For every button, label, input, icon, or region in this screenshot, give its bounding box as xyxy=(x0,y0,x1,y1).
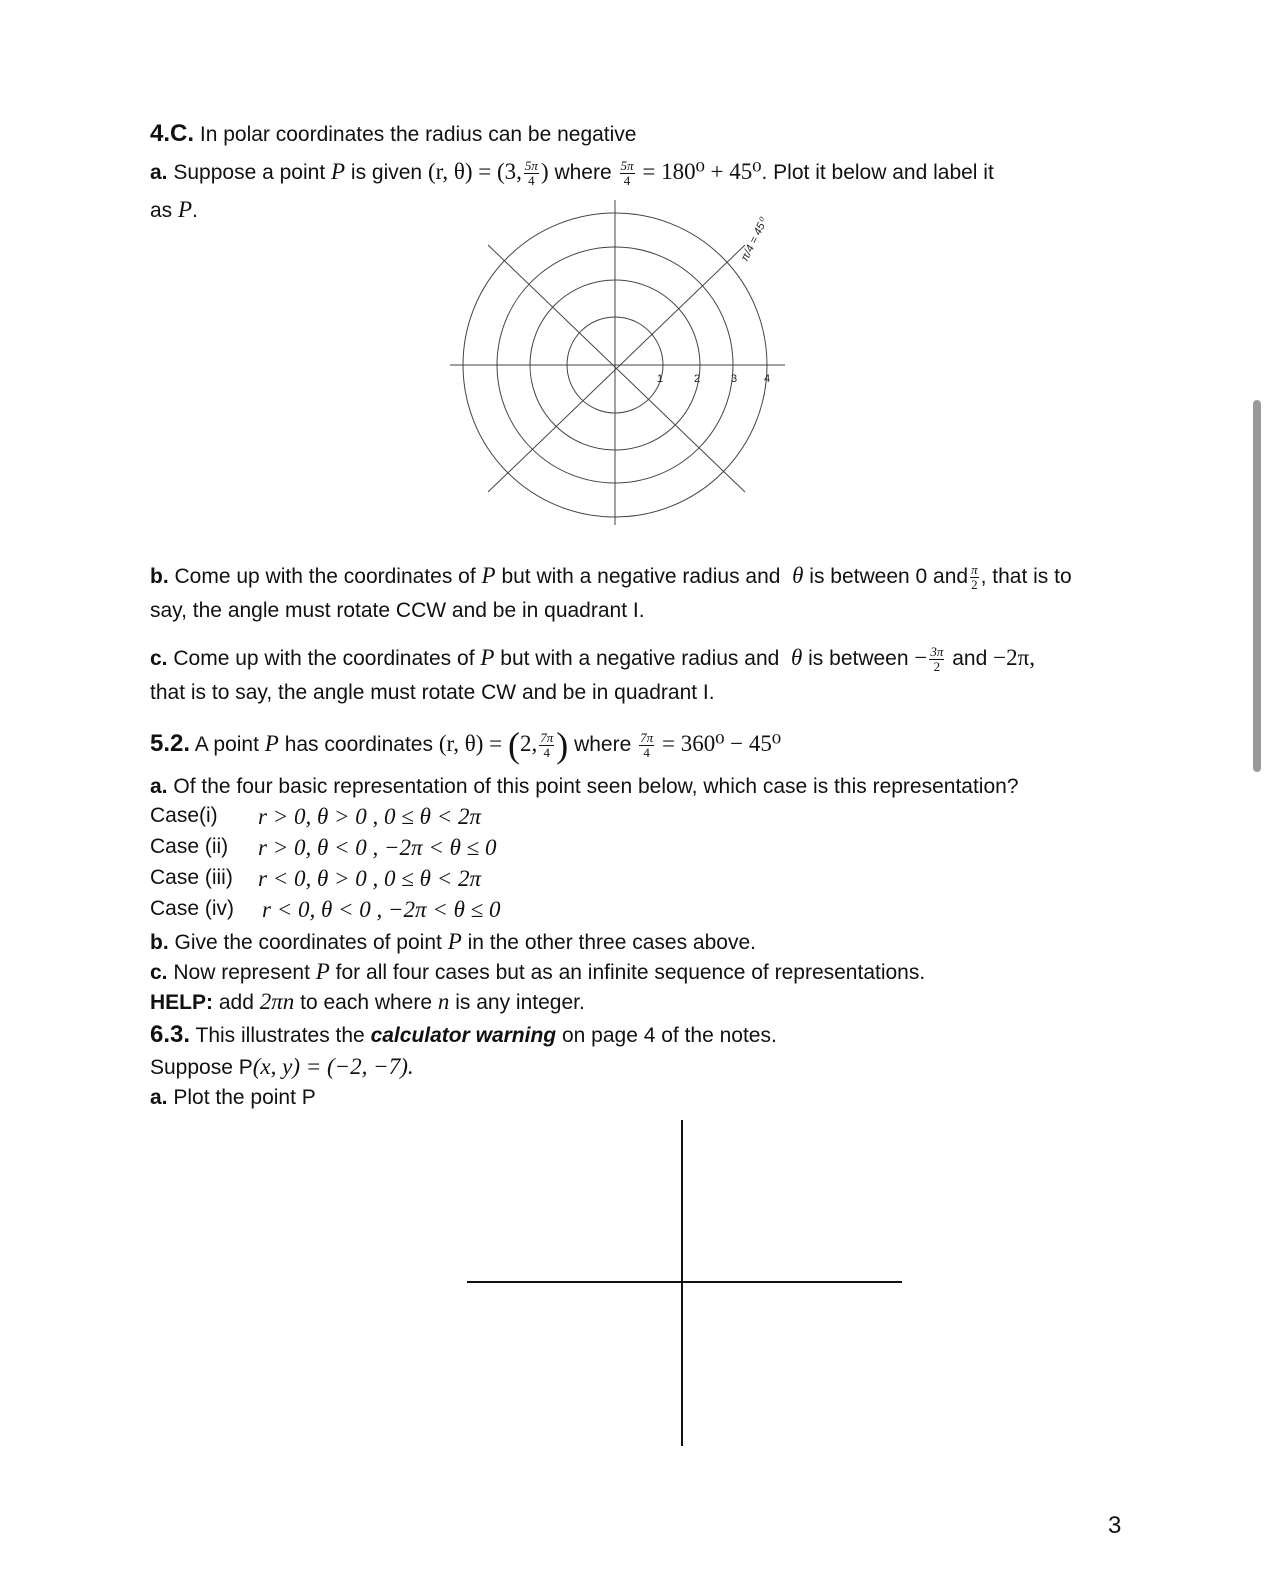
case-label: Case(i) xyxy=(150,804,218,827)
frac-den: 4 xyxy=(643,745,650,761)
part-label: a. xyxy=(150,775,168,798)
math: 2, xyxy=(519,731,538,757)
text: is any integer. xyxy=(455,991,585,1014)
text: . xyxy=(192,199,198,222)
text: say, the angle must rotate CCW and be in quadrant I. xyxy=(150,599,645,622)
text: where xyxy=(554,161,612,184)
part-label: c. xyxy=(150,647,168,670)
var-p: P xyxy=(264,731,279,757)
text: but with a negative radius and xyxy=(500,647,780,670)
paren: ( xyxy=(507,725,520,765)
frac-num: 5π xyxy=(620,158,634,174)
var-n: n xyxy=(437,989,450,1014)
section-number: 4.C. xyxy=(150,120,195,147)
text: Come up with the coordinates of xyxy=(173,647,475,670)
case-condition: r < 0, θ < 0 , −2π < θ ≤ 0 xyxy=(262,897,501,922)
text: has coordinates xyxy=(284,733,433,757)
case-condition: r > 0, θ > 0 , 0 ≤ θ < 2π xyxy=(258,804,482,829)
frac-num: π xyxy=(971,562,978,578)
math: −2π, xyxy=(993,645,1035,670)
case-label: Case (ii) xyxy=(150,835,229,858)
math: 2πn xyxy=(259,989,295,1014)
radius-label-1: 1 xyxy=(657,373,664,385)
text: Now represent xyxy=(173,961,310,984)
text: in the other three cases above. xyxy=(467,931,756,954)
part-label: a. xyxy=(150,161,168,184)
var-p: P xyxy=(315,959,330,984)
math: ) xyxy=(540,159,549,184)
text: to each where xyxy=(300,991,433,1014)
math: = 360⁰ − 45⁰ xyxy=(661,731,782,757)
part-label: b. xyxy=(150,565,169,588)
text: . Plot it below and label it xyxy=(761,161,994,184)
text: Give the coordinates of point xyxy=(174,931,442,954)
text: is between 0 and xyxy=(809,565,969,588)
paren: ) xyxy=(556,725,569,765)
frac-den: 4 xyxy=(543,745,550,761)
math: (x, y) = (−2, −7). xyxy=(252,1054,414,1079)
case-condition: r < 0, θ > 0 , 0 ≤ θ < 2π xyxy=(258,866,482,891)
text: on page 4 of the notes. xyxy=(561,1024,777,1047)
text: Suppose P xyxy=(150,1056,253,1079)
text: is between xyxy=(808,647,909,670)
page-number: 3 xyxy=(1108,1512,1122,1539)
section-number: 5.2. xyxy=(150,730,191,758)
part-label: b. xyxy=(150,931,169,954)
var-p: P xyxy=(331,159,346,184)
text: is given xyxy=(350,161,423,184)
theta: θ xyxy=(792,563,804,588)
section-number: 6.3. xyxy=(150,1021,191,1048)
var-p: P xyxy=(481,563,496,588)
math: − xyxy=(914,645,928,670)
part-label: a. xyxy=(150,1086,168,1109)
help-label: HELP: xyxy=(150,991,213,1014)
frac-num: 7π xyxy=(640,730,654,746)
text: Of the four basic representation of this point seen below, which case is this representation? xyxy=(173,775,1019,798)
var-p: P xyxy=(178,197,193,222)
text: where xyxy=(574,733,632,757)
text: and xyxy=(952,647,988,670)
text: Plot the point P xyxy=(173,1086,316,1109)
section-title: In polar coordinates the radius can be negative xyxy=(199,123,637,146)
text: that is to say, the angle must rotate CW and be in quadrant I. xyxy=(150,681,715,704)
radius-label-4: 4 xyxy=(764,373,771,385)
case-condition: r > 0, θ < 0 , −2π < θ ≤ 0 xyxy=(258,835,497,860)
part-label: c. xyxy=(150,961,168,984)
text: as xyxy=(150,199,173,222)
var-p: P xyxy=(447,929,462,954)
scrollbar[interactable] xyxy=(1253,400,1261,772)
frac-num: 7π xyxy=(540,730,554,746)
text: add xyxy=(218,991,254,1014)
frac-den: 4 xyxy=(528,172,535,188)
case-label: Case (iv) xyxy=(150,897,235,920)
text: for all four cases but as an infinite sequence of representations. xyxy=(335,961,926,984)
frac-den: 2 xyxy=(933,658,941,674)
text: , that is to xyxy=(980,565,1072,588)
emphasis: calculator warning xyxy=(370,1024,557,1047)
text: A point xyxy=(194,733,259,757)
math: = 180⁰ + 45⁰ xyxy=(642,159,762,184)
text: This illustrates the xyxy=(195,1024,365,1047)
theta: θ xyxy=(790,645,803,670)
var-p: P xyxy=(480,645,495,670)
frac-num: 3π xyxy=(930,644,944,660)
math: (r, θ) = xyxy=(438,731,503,757)
math: (r, θ) = (3, xyxy=(427,159,522,184)
text: Suppose a point xyxy=(173,161,326,184)
frac-den: 2 xyxy=(971,576,978,592)
case-label: Case (iii) xyxy=(150,866,233,889)
text: but with a negative radius and xyxy=(501,565,781,588)
radius-label-2: 2 xyxy=(694,373,701,385)
frac-den: 4 xyxy=(623,172,631,188)
frac-num: 5π xyxy=(524,158,538,174)
angle-label: π/4 = 45⁰ xyxy=(738,216,770,264)
radius-label-3: 3 xyxy=(731,373,738,385)
text: Come up with the coordinates of xyxy=(174,565,476,588)
